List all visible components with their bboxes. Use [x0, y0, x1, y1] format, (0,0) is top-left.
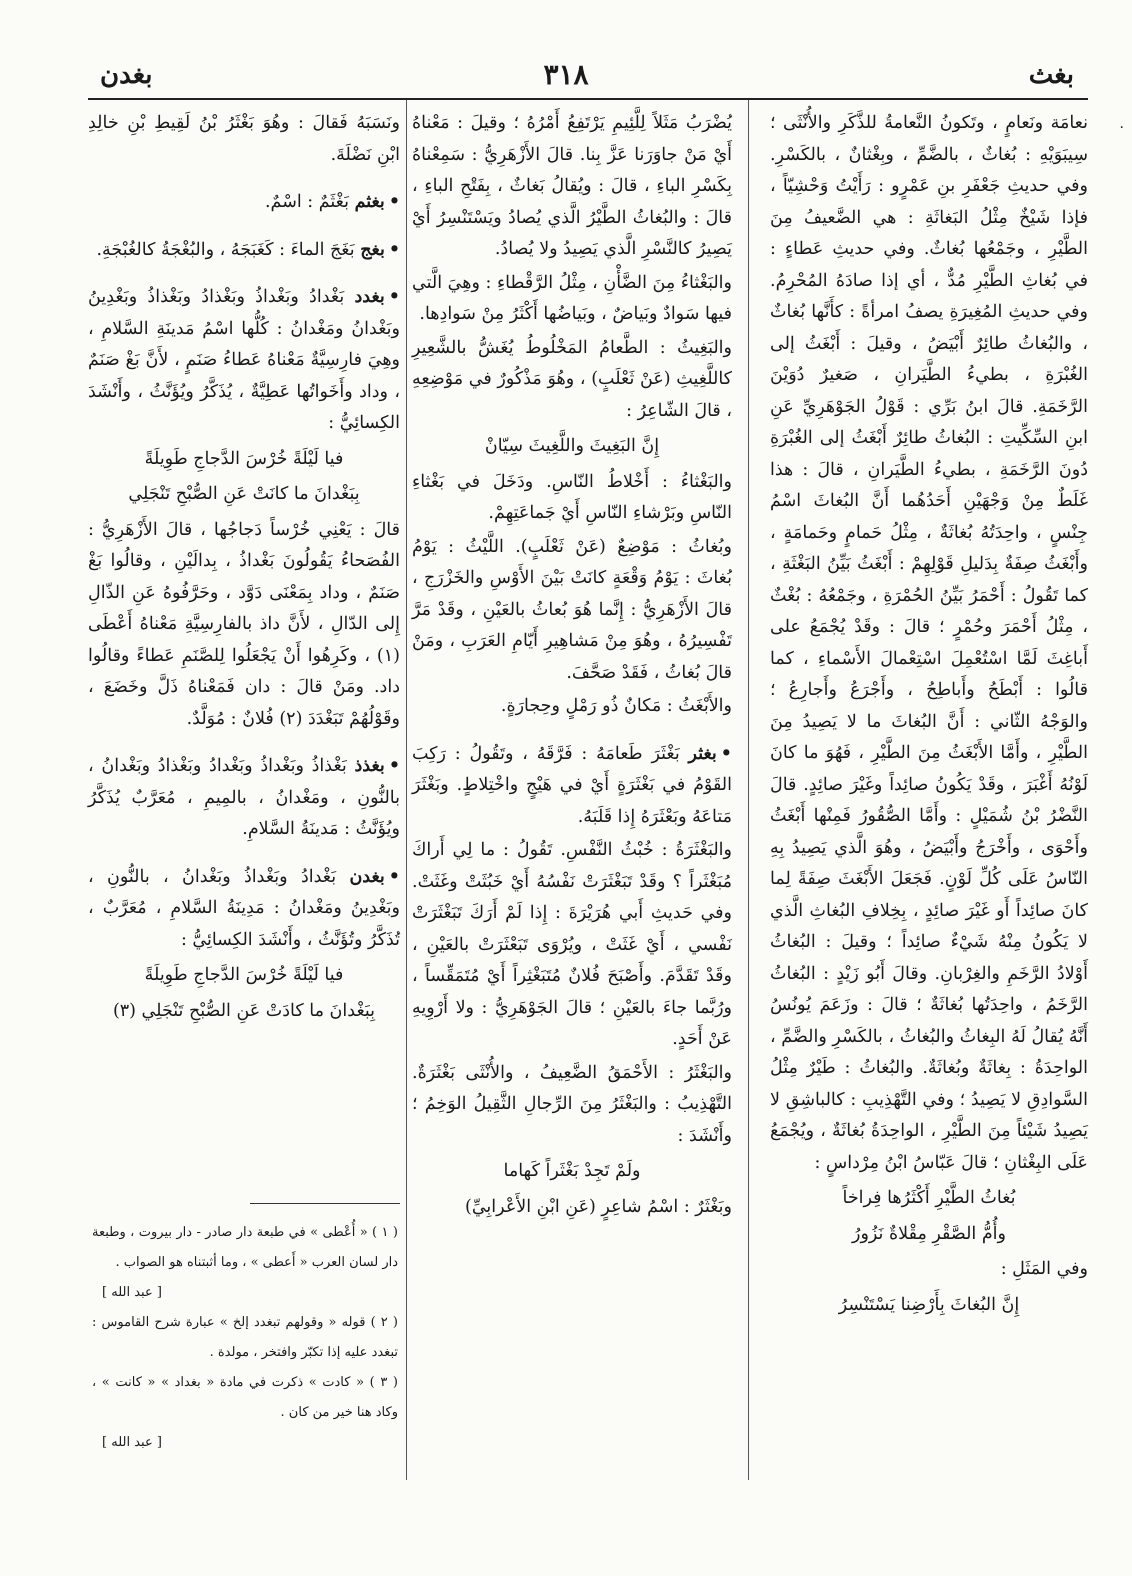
- middle-paragraph-3: والبَغِيثُ : الطَّعامُ المَخْلُوطُ يُغَشُّ بالشَّعِيرِ كاللَّغِيثِ (عَنْ ثَعْلَبٍ) ، وهُوَ مَذْكُورٌ في مَوْضِعِهِ ، قالَ الشّاعِرُ :: [412, 337, 732, 421]
- entry-baghtham: [88, 187, 400, 219]
- footnote-signer: [ عبد الله ]: [102, 1285, 162, 1300]
- right-column: [770, 108, 1088, 1325]
- left-poem2-line-2: بِبَغْدانَ ما كادَتْ عَنِ الصُّبْحِ تَنْجَلِي (٣): [112, 1000, 376, 1021]
- entry-text-2: والبَغْثَرَةُ : خُبْثُ النَّفْسِ. تَقُولُ : ما لِي أَراكَ مُبَغْثَراً ؟ وقَدْ تَبَغْثَرَتْ نَفْسُهُ أَيْ خَبُثَتْ وغَثَتْ. وفي حَديثِ أَبي هُرَيْرَةَ : إِذا لَمْ أَرَكَ تَبَغْثَرَتْ نَفْسي ، أَيْ غَثَتْ ، ويُرْوَى تَبَعْثَرَتْ بالعَيْنِ ، وقَدْ تَقَدَّمَ. وأَصْبَحَ فُلانٌ مُتَبَغْثِراً أَيْ مُتَمَقِّساً ، ورُبَّما جاءَ بالعَيْنِ ؛ قالَ الجَوْهَرِيُّ : ولا أَرْوِيهِ عَنْ أَحَدٍ.: [412, 840, 732, 1049]
- entry-baghdad: [88, 282, 400, 440]
- footnotes: [92, 1218, 398, 1458]
- middle-paragraph-5: وبُغاثُ : مَوْضِعٌ (عَنْ ثَعْلَبٍ). اللَّيْثُ : يَوْمُ بُغاثَ : يَوْمُ وَقْعَةٍ كانَتْ بَيْنَ الأَوْسِ والخَزْرَجِ ، قالَ الأَزْهَرِيُّ : إِنَّما هُوَ بُعاثُ بالعَيْنِ ، وقَدْ مَرَّ تَفْسِيرُهُ ، وهُوَ مِنْ مَشاهِيرِ أَيّامِ العَرَبِ ، ومَنْ قالَ بُغاثُ ، فَقَدْ صَحَّفَ.: [412, 536, 732, 683]
- entry-text-3: والبَغْثَرُ : الأَحْمَقُ الضَّعِيفُ ، والأُنْثَى بَغْثَرَةٌ. التَّهْذِيبُ : والبَغْثَرُ مِنَ الرِّجالِ الثَّقِيلُ الوَخِمُ ؛ وأَنْشَدَ :: [412, 1062, 732, 1146]
- right-proverb: إِنَّ البُغاثَ بِأَرْضِنا يَسْتَنْسِرُ: [838, 1294, 1020, 1315]
- middle-paragraph-6: والأَبْغَثُ : مَكانٌ ذُو رَمْلٍ وحِجارَةٍ.: [500, 696, 732, 716]
- entry-bullet: •: [388, 287, 400, 307]
- entry-poem: ولَمْ تَجِدْ بَغْثَراً كَهاما: [503, 1161, 641, 1181]
- running-head-right: بغث: [1028, 60, 1074, 90]
- left-poem2-line-1: فيا لَيْلَةً خُرْسَ الدَّجاجِ طَوِيلَةً: [144, 965, 344, 985]
- entry-baghdan: [88, 862, 400, 957]
- left-intro: ونَسَبَهُ فَقالَ : وهُوَ بَغْثَرُ بْنُ لَقِيطِ بْنِ خالِدِ ابْنِ نَضْلَةَ.: [88, 113, 400, 165]
- entry-text: بَغْدادُ وبَغْداذُ وبَغْذادُ وبَغْذاذُ وبَغْدِينُ وبَغْدانُ ومَغْدانُ : كُلُّها اسْمُ مَدينَةِ السَّلامِ ، وهِيَ فارِسِيَّةٌ مَعْناهُ عَطاءُ صَنَمٍ ، لأَنَّ بَغْ صَنَمٌ ، وداد وأَخَواتُها عَطِيَّةٌ ، يُذَكَّرُ ويُؤَنَّثُ ، وأَنْشَدَ الكِسائِيُّ :: [88, 287, 400, 433]
- margin-mark: ·: [1119, 120, 1124, 136]
- headword: بغثر: [688, 743, 717, 764]
- page-header: [0, 0, 1132, 98]
- footnote-2: ( ٢ ) قوله « وقولهم تبغدد إلخ » عبارة شرح القاموس : تبغدد عليه إذا تكبّر وافتخر ، مولدة .: [92, 1315, 398, 1360]
- footnote-signer: [ عبد الله ]: [102, 1435, 162, 1450]
- entry-bullet: •: [388, 866, 400, 887]
- middle-paragraph-1: يُضْرَبُ مَثَلاً لِلَّئِيمِ يَرْتَفِعُ أَمْرُهُ ؛ وقيلَ : مَعْناهُ أَيْ مَنْ جاوَرَنا عَزَّ بِنا. قالَ الأَزْهَرِيُّ : سَمِعْناهُ بِكَسْرِ الباءِ ، قالَ : ويُقالُ بَغاثٌ ، بِفَتْحِ الباءِ ، قالَ : والبُغاثُ الطَّيْرُ الَّذي يُصادُ ويَسْتَنْسِرُ أَيْ يَصِيرُ كالنَّسْرِ الَّذي يَصِيدُ ولا يُصادُ.: [412, 113, 732, 259]
- entry-text: بَغْذاذُ وبَغْداذُ وبَغْدادُ وبَغْذادُ وبَغْدانُ ، بالنُّونِ ، ومَغْدانُ ، بالمِيمِ ، مُعَرَّبٌ يُذَكَّرُ ويُؤَنَّثُ : مَدينَةُ السَّلامِ.: [88, 756, 400, 839]
- entry-bullet: •: [388, 192, 400, 212]
- entry-text: بَغْدادُ وبَغْداذُ وبَغْدانُ ، بالنُّونِ ، وبَغْدِينُ ومَغْدانُ : مَدِينَةُ السَّلامِ ، مُعَرَّبٌ ، تُذَكَّرُ وتُؤَنَّثُ ، وأَنْشَدَ الكِسائِيُّ :: [88, 866, 400, 950]
- middle-poem: إِنَّ البَغِيثَ واللَّغِيثَ سِيّانْ: [484, 436, 660, 456]
- headword: بغج: [360, 239, 385, 260]
- footnote-rule: [250, 1203, 400, 1204]
- column-divider-left: [406, 100, 407, 1480]
- entry-text: بَغْثَرَ طَعامَهُ : فَرَّقَهُ ، وتَقُولُ : رَكِبَ القَوْمُ في بَغْثَرَةٍ أَيْ في هَيْجٍ واخْتِلاطٍ. وبَغْثَرَ مَتاعَهُ وبَعْثَرَهُ إِذا قَلَبَهُ.: [412, 743, 732, 827]
- footnote-3: ( ٣ ) « كادت » ذكرت في مادة « بغداد » « كانت » ، وكاد هنا خير من كان .: [92, 1375, 398, 1420]
- entry-text-4: وبَغْثَرٌ : اسْمُ شاعِرٍ (عَنِ ابْنِ الأَعْرابِيِّ): [465, 1196, 732, 1217]
- middle-paragraph-4: والبَغْثاءُ : أَخْلاطُ النّاسِ. ودَخَلَ في بَغْثاءِ النّاسِ وبَرْشاءِ النّاسِ أَيْ جَماعَتِهِمْ.: [412, 471, 732, 523]
- headword: بغذذ: [354, 756, 385, 776]
- left-mid-text: قالَ : يَعْنِي خُرْساً دَجاجُها ، قالَ الأَزْهَرِيُّ : الفُصَحاءُ يَقُولُونَ بَغْداذُ ، بِدالَيْنِ ، وقالُوا بَغْ صَنَمٌ ، وداد بِمَعْنَى دَوَّد ، وحَرَّفُوهُ عَنِ الذّالِ إِلى الدّالِ ، لأَنَّ داذ بالفارِسِيَّةِ مَعْناهُ أَعْطَى (١) ، وكَرِهُوا أَنْ يَجْعَلُوا لِلصَّنَمِ عَطاءً وقالُوا داد. ومَنْ قالَ : دان فَمَعْناهُ ذَلَّ وخَضَعَ ، وقَوْلُهُمْ تَبَغْدَدَ (٢) فُلانٌ : مُوَلَّدٌ.: [88, 519, 400, 729]
- right-poem-line-2: وأُمُّ الصَّقْرِ مِقْلاةٌ نَزُورُ: [852, 1223, 1006, 1244]
- middle-paragraph-2: والبَغْثاءُ مِنَ الضَّأْنِ ، مِثْلُ الرَّقْطاءِ : وهِيَ الَّتي فيها سَوادٌ وبَياضٌ ، وبَياضُها أَكْثَرُ مِنْ سَوادِها.: [412, 272, 732, 324]
- entry-bullet: •: [388, 756, 400, 776]
- entry-text: بَغْثَمٌ : اسْمٌ.: [264, 192, 349, 212]
- column-divider-right: [748, 100, 749, 1480]
- headword: بغدد: [354, 287, 385, 307]
- middle-column: [412, 108, 732, 1225]
- header-rule: [88, 98, 1088, 100]
- headword: بغثم: [354, 192, 385, 212]
- left-poem1-line-1: فيا لَيْلَةً خُرْسَ الدَّجاجِ طَوِيلَةً: [144, 448, 344, 469]
- right-poem-line-1: بُغاثُ الطَّيْرِ أَكْثَرُها فِراخاً: [842, 1188, 1016, 1208]
- footnote-1: ( ١ ) « أُعْطى » في طبعة دار صادر - دار بيروت ، وطبعة دار لسان العرب « أَعطى » ، وما أثبتناه هو الصواب .: [92, 1225, 398, 1270]
- running-head-left: بغدن: [100, 60, 153, 90]
- right-column-text: نعامَة ونَعامٍ ، وتَكونُ النَّعامةُ للذَّكَرِ والأُنْثَى ؛ سِيبَوَيْهِ : بُغاثٌ ، بالضَّمِّ ، وبِغْثانٌ ، بالكَسْرِ. وفي حديثِ جَعْفَرِ بنِ عَمْرٍو : رَأَيْتُ وَحْشِيّاً ، فإذا شَيْخٌ مِثْلُ البَغاثَةِ : هي الضَّعيفُ مِنَ الطَّيْرِ ، وجَمْعُها بُغاثٌ. وفي حديثِ عَطاءٍ : في بُغاثِ الطَّيْرِ مُدٌّ ، أي إذا صادَهُ المُحْرِمُ. وفي حديثِ المُغِيرَةِ يصفُ امرأةً : كأَنَّها بُغاثٌ ، والبُغاثُ طائِرٌ أَبْيَضُ ، وقيلَ : أَبْغَثُ إلى الغُبْرَةِ ، بطيءُ الطَّيَرانِ ، صَغيرٌ دُوَيْنَ الرَّخَمَةِ. قالَ ابنُ بَرِّي : قَوْلُ الجَوْهَرِيِّ عَنِ ابنِ السِّكِّيتِ : البُغاثُ طائِرٌ أَبْغَثُ إلى الغُبْرَةِ دُونَ الرَّخَمَةِ ، بطيءُ الطَّيَرانِ ، قالَ : هذا غَلَطٌ مِنْ وَجْهَيْنِ أَحَدُهُما أَنَّ البُغاثَ اسْمُ جِنْسٍ ، واحِدَتُهُ بُغاثَةٌ ، مِثْلُ حَمامٍ وحَمامَةٍ ، وأَبْغَثُ صِفَةٌ بِدَليلِ قَوْلِهِمْ : أَبْغَثُ بَيِّنُ البَغْثَةِ ، كما تَقُولُ : أَحْمَرُ بَيِّنُ الحُمْرَةِ ، وجَمْعُهُ : بُغْثٌ ، مِثْلُ أَحْمَرَ وحُمْرٍ ؛ قالَ : وقَدْ يُجْمَعُ على أَباغِثَ لَمَّا اسْتُعْمِلَ اسْتِعْمالَ الأَسْماءِ ، كما قالُوا : أَبْطَحُ وأَباطِحُ ، وأَجْرَعُ وأَجارِعُ ؛ والوَجْهُ الثّاني : أَنَّ البُغاثَ ما لا يَصِيدُ مِنَ الطَّيْرِ ، وأَمَّا الأَبْغَثُ مِنَ الطَّيْرِ ، فَهُوَ ما كانَ لَوْنُهُ أَغْبَرَ ، وقَدْ يَكُونُ صائِداً وغَيْرَ صائِدٍ. قالَ النَّضْرُ بْنُ شُمَيْلٍ : وأَمَّا الصُّقُورُ فَمِنْها أَبْغَثُ وأَحْوَى ، وأَخْرَجُ وأَبْيَضُ ، وهُوَ الَّذي يَصِيدُ بِهِ النّاسُ عَلَى كُلِّ لَوْنٍ. فَجَعَلَ الأَبْغَثَ صِفَةً لِما كانَ صائِداً أَو غَيْرَ صائِدٍ ، بِخِلافِ البُغاثِ الَّذي لا يَكُونُ مِنْهُ شَيْءٌ صائِداً ؛ وقيلَ : البُغاثُ أَوْلادُ الرَّخَمِ والغِرْبانِ. وقالَ أَبُو زَيْدٍ : البُغاثُ الرَّخَمُ ، واحِدَتُها بُغاثَةٌ ؛ قالَ : وزَعَمَ يُونُسُ أَنَّهُ يُقالُ لَهُ البِغاثُ والبُغاثُ ، بالكَسْرِ والضَّمِّ ، الواحِدَةُ : بِغاثَةٌ وبُغاثَةٌ. والبُغاثُ : طَيْرٌ مِثْلُ السَّوادِقِ لا يَصِيدُ ؛ وفي التَّهْذِيبِ : كالباشِقِ لا يَصِيدُ شَيْئاً مِنَ الطَّيْرِ ، الواحِدَةُ بُغاثَةٌ ، ويُجْمَعُ عَلَى البِغْثانِ ؛ قالَ عَبّاسُ ابْنُ مِرْداسٍ :: [770, 113, 1088, 1173]
- left-column: [88, 108, 400, 1031]
- right-tail: وفي المَثَلِ :: [1000, 1259, 1088, 1279]
- entry-bullet: •: [720, 743, 732, 764]
- headword: بغدن: [349, 866, 385, 887]
- entry-baghdhadh: [88, 751, 400, 846]
- entry-baghaj: [88, 235, 400, 267]
- left-poem1-line-2: بِبَغْدانَ ما كانَتْ عَنِ الصُّبْحِ تَنْجَلِي: [128, 484, 360, 504]
- entry-baghthar: [412, 739, 732, 834]
- entry-bullet: •: [388, 239, 400, 260]
- entry-text: بَغَجَ الماءَ : كَغَبَجَهُ ، والبُغْجَةُ كالغُبْجَةِ.: [96, 239, 355, 260]
- page-number: ٣١٨: [543, 58, 589, 91]
